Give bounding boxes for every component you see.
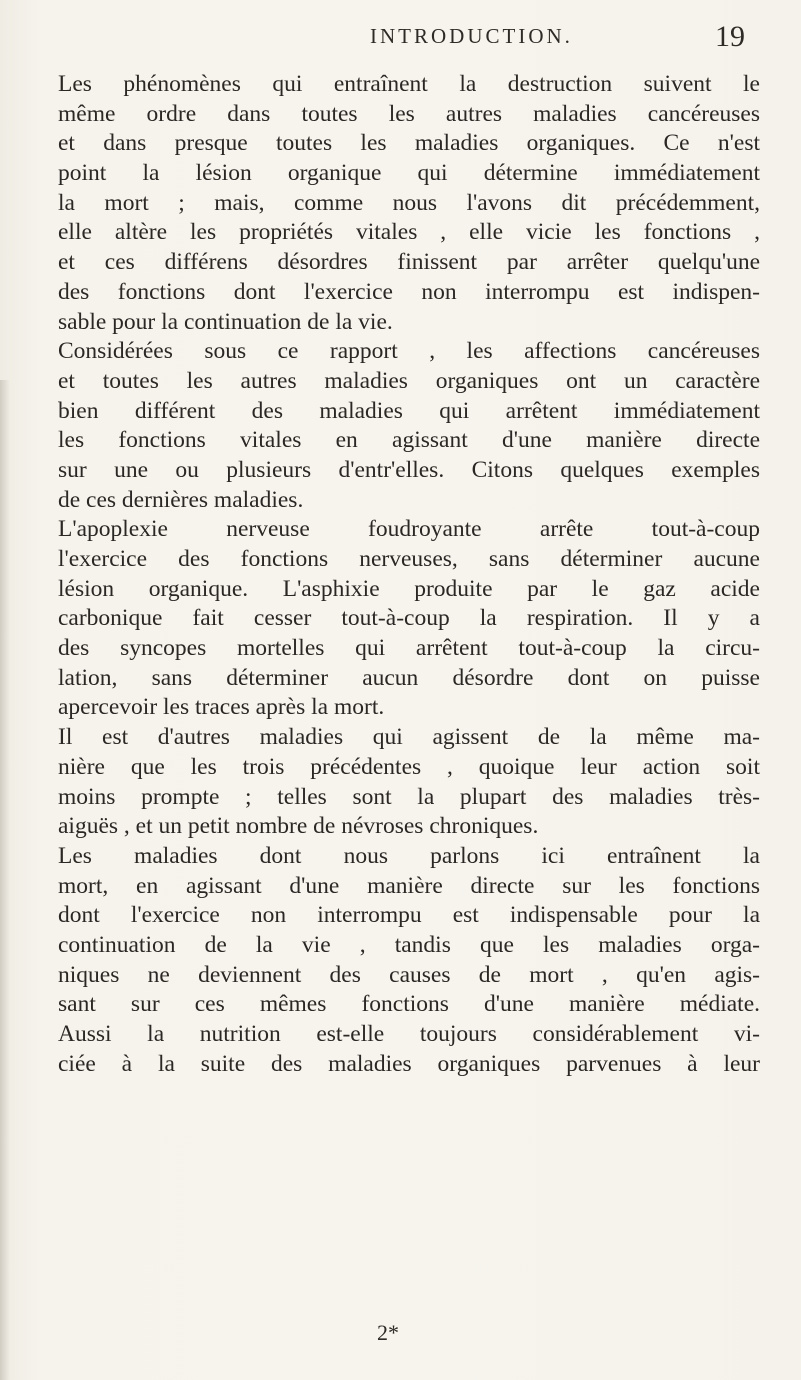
text-line: elle altère les propriétés vitales , elle vicie les fonctions , xyxy=(58,219,760,246)
text-line: L'apoplexie nerveuse foudroyante arrête tout-à-coup xyxy=(58,516,760,543)
text-line: mort, en agissant d'une manière directe sur les fonctions xyxy=(58,872,760,899)
text-line: apercevoir les traces après la mort. xyxy=(58,694,385,721)
text-line: aiguës , et un petit nombre de névroses chroniques. xyxy=(58,813,539,840)
page-number: 19 xyxy=(715,20,745,53)
text-line: moins prompte ; telles sont la plupart des maladies très- xyxy=(58,783,760,810)
text-line: ciée à la suite des maladies organiques parvenues à leur xyxy=(58,1050,760,1077)
text-line: niques ne deviennent des causes de mort , qu'en agis- xyxy=(58,961,760,988)
text-line: lésion organique. L'asphixie produite par le gaz acide xyxy=(58,575,760,602)
text-line: Il est d'autres maladies qui agissent de la même ma- xyxy=(58,724,760,751)
text-line: sur une ou plusieurs d'entr'elles. Citons quelques exemples xyxy=(58,456,760,483)
text-line: et dans presque toutes les maladies organiques. Ce n'est xyxy=(58,130,760,157)
text-line: Considérées sous ce rapport , les affections cancéreuses xyxy=(58,338,760,365)
text-line: lation, sans déterminer aucun désordre dont on puisse xyxy=(58,664,760,691)
text-line: même ordre dans toutes les autres maladies cancéreuses xyxy=(58,100,760,127)
text-line: continuation de la vie , tandis que les maladies orga- xyxy=(58,931,760,958)
text-line: les fonctions vitales en agissant d'une manière directe xyxy=(58,427,760,454)
text-line: carbonique fait cesser tout-à-coup la respiration. Il y a xyxy=(58,605,760,632)
text-line: nière que les trois précédentes , quoique leur action soit xyxy=(58,753,760,780)
text-line: et ces différens désordres finissent par arrêter quelqu'une xyxy=(58,249,760,276)
text-line: des fonctions dont l'exercice non interrompu est indispen- xyxy=(58,278,760,305)
running-title: INTRODUCTION. xyxy=(370,24,573,48)
text-line: point la lésion organique qui détermine immédiatement xyxy=(58,160,760,187)
text-line: la mort ; mais, comme nous l'avons dit précédemment, xyxy=(58,189,760,216)
text-line: sant sur ces mêmes fonctions d'une manière médiate. xyxy=(58,991,760,1018)
text-line: l'exercice des fonctions nerveuses, sans déterminer aucune xyxy=(58,546,760,572)
text-line: bien différent des maladies qui arrêtent immédiatement xyxy=(58,397,760,424)
page-header xyxy=(40,18,770,58)
text-line: et toutes les autres maladies organiques ont un caractère xyxy=(58,367,760,394)
text-line: dont l'exercice non interrompu est indispensable pour la xyxy=(58,902,760,929)
page-gutter-shadow xyxy=(0,380,10,1380)
text-line: Les maladies dont nous parlons ici entraînent la xyxy=(58,842,760,869)
text-line: Les phénomènes qui entraînent la destruction suivent le xyxy=(58,71,760,97)
text-line: des syncopes mortelles qui arrêtent tout-à-coup la circu- xyxy=(58,635,760,662)
text-line: sable pour la continuation de la vie. xyxy=(58,308,393,335)
signature-mark: 2* xyxy=(377,1320,399,1345)
text-line: de ces dernières maladies. xyxy=(58,486,304,513)
text-line: Aussi la nutrition est-elle toujours considérablement vi- xyxy=(58,1021,760,1047)
body-text xyxy=(58,70,760,1079)
